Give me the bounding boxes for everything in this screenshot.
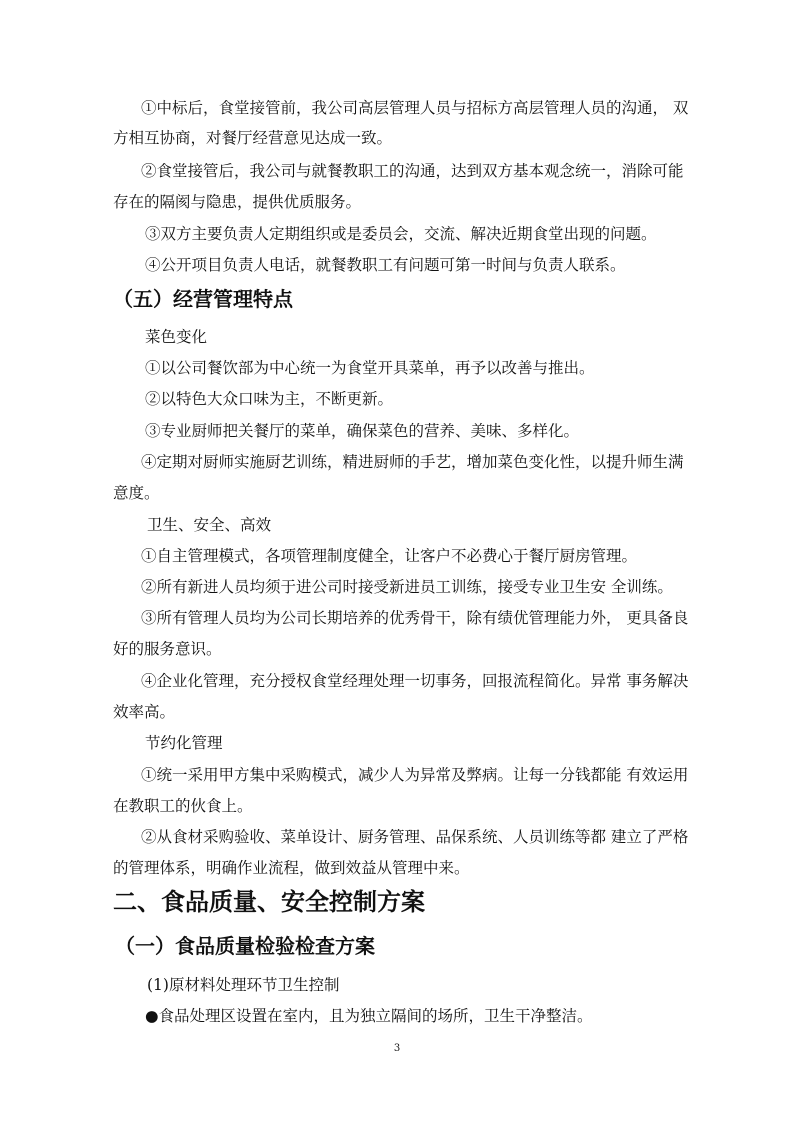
list-item: 好的服务意识。 (113, 640, 222, 658)
list-item: ②所有新进人员均须于进公司时接受新进员工训练，接受专业卫生安 全训练。 (141, 578, 673, 596)
section-heading: （一）食品质量检验检查方案 (115, 934, 375, 958)
list-item: ③专业厨师把关餐厅的菜单，确保菜色的营养、美味、多样化。 (145, 422, 580, 440)
paragraph-line: ①中标后，食堂接管前，我公司高层管理人员与招标方高层管理人员的沟通， 双 (141, 99, 689, 117)
list-item: ②从食材采购验收、菜单设计、厨务管理、品保系统、人员训练等都 建立了严格 (141, 828, 689, 846)
paragraph-line: 方相互协商，对餐厅经营意见达成一致。 (113, 129, 393, 147)
subsection-title: 菜色变化 (145, 328, 208, 346)
list-item: ①自主管理模式，各项管理制度健全，让客户不必费心于餐厅厨房管理。 (141, 547, 638, 565)
paragraph-line: 存在的隔阂与隐患，提供优质服务。 (113, 193, 362, 211)
list-item: ③所有管理人员均为公司长期培养的优秀骨干，除有绩优管理能力外， 更具备良 (141, 609, 689, 627)
subsection-title: 卫生、安全、高效 (147, 516, 272, 534)
list-item: ④定期对厨师实施厨艺训练，精进厨师的手艺，增加菜色变化性，以提升师生满 (141, 453, 684, 471)
list-item: ④企业化管理，充分授权食堂经理处理一切事务，回报流程简化。异常 事务解决 (141, 672, 689, 690)
chapter-heading: 二、食品质量、安全控制方案 (113, 888, 425, 916)
bullet-item: ●食品处理区设置在室内，且为独立隔间的场所，卫生干净整洁。 (145, 1007, 593, 1025)
subsection-title: (1)原材料处理环节卫生控制 (147, 976, 340, 994)
list-item: 意度。 (113, 484, 160, 502)
subsection-title: 节约化管理 (145, 734, 223, 752)
section-heading: （五）经营管理特点 (113, 287, 293, 311)
page-number: 3 (393, 1043, 401, 1054)
list-item: 效率高。 (113, 703, 176, 721)
list-item: ①以公司餐饮部为中心统一为食堂开具菜单，再予以改善与推出。 (145, 359, 595, 377)
paragraph-line: ③双方主要负责人定期组织或是委员会，交流、解决近期食堂出现的问题。 (145, 225, 657, 243)
paragraph-line: ②食堂接管后，我公司与就餐教职工的沟通，达到双方基本观念统一，消除可能 (141, 162, 684, 180)
list-item: ②以特色大众口味为主，不断更新。 (145, 390, 394, 408)
paragraph-line: ④公开项目负责人电话，就餐教职工有问题可第一时间与负责人联系。 (145, 256, 626, 274)
list-item: 的管理体系，明确作业流程，做到效益从管理中来。 (113, 859, 470, 877)
list-item: 在教职工的伙食上。 (113, 797, 253, 815)
list-item: ①统一采用甲方集中采购模式，减少人为异常及弊病。让每一分钱都能 有效运用 (141, 766, 689, 784)
